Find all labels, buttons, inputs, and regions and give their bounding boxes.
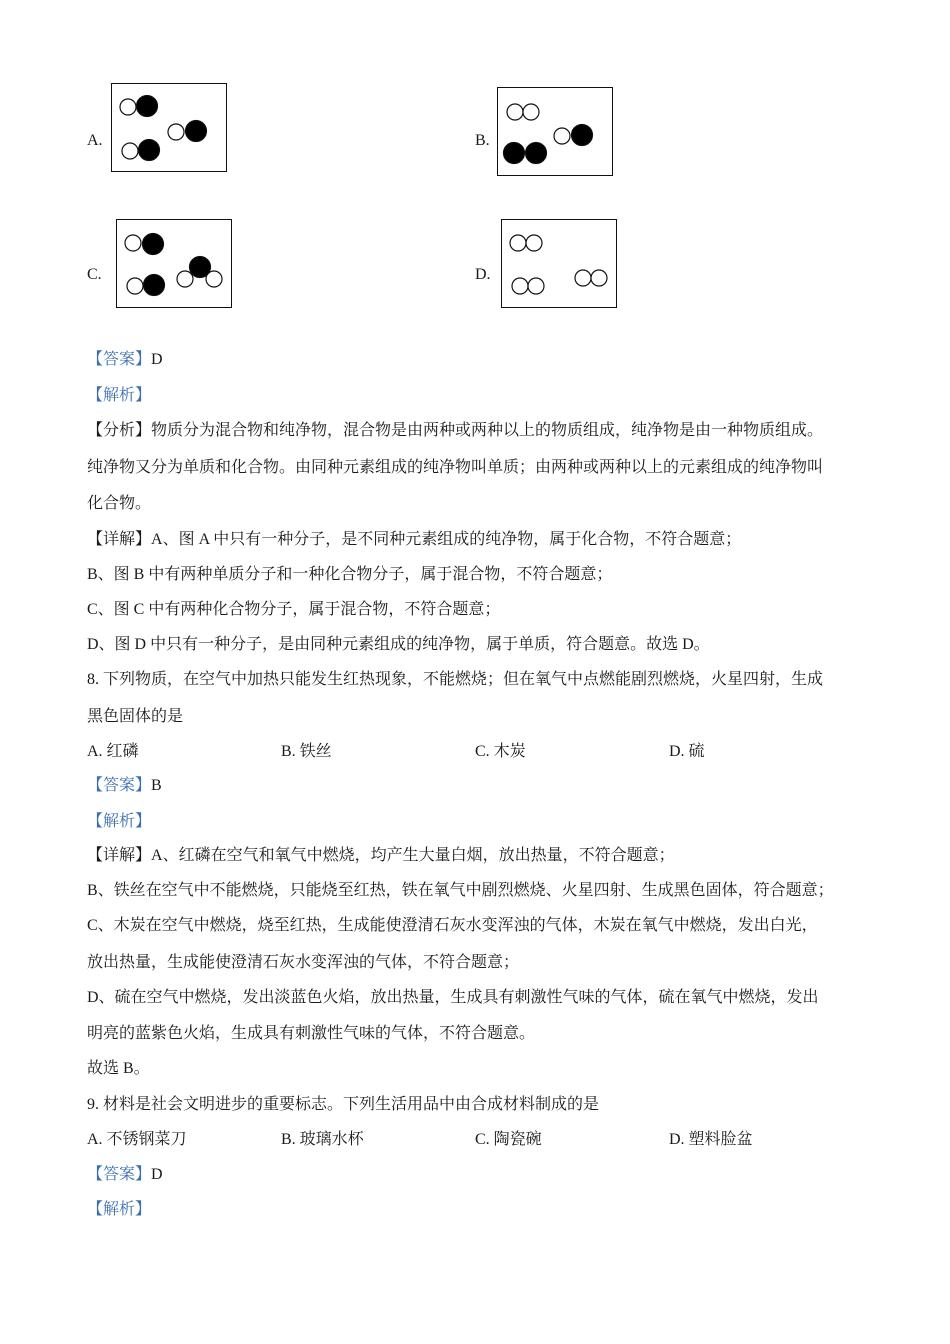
q7-fenxi-line3: 化合物。 [87, 495, 152, 512]
answer-tag: 【答案】 [87, 351, 152, 368]
detail-text: A、红磷在空气和氧气中燃烧，均产生大量白烟，放出热量，不符合题意； [151, 847, 675, 864]
q7-answer [87, 350, 163, 370]
detail-text: A、图 A 中只有一种分子，是不同种元素组成的纯净物，属于化合物，不符合题意； [151, 531, 742, 548]
q7-detail-line1 [87, 530, 741, 550]
q8-option-c: C. 木炭 [475, 743, 526, 760]
q9-option-d: D. 塑料脸盆 [669, 1131, 753, 1148]
option-c-diagram [116, 219, 232, 308]
fenxi-text: 物质分为混合物和纯净物，混合物是由两种或两种以上的物质组成，纯净物是由一种物质组成。 [151, 422, 824, 439]
option-c-label: C. [87, 266, 102, 283]
q7-detail-line3: C、图 C 中有两种化合物分子，属于混合物，不符合题意； [87, 601, 501, 618]
q8-stem-line2: 黑色固体的是 [87, 708, 184, 725]
q7-fenxi-line2: 纯净物又分为单质和化合物。由同种元素组成的纯净物叫单质；由两种或两种以上的元素组成的纯净物叫 [87, 459, 824, 476]
q7-fenxi-line1 [87, 421, 823, 441]
q9-analysis-tag: 【解析】 [87, 1201, 152, 1218]
answer-tag: 【答案】 [87, 1166, 152, 1183]
q9-option-b: B. 玻璃水杯 [281, 1131, 364, 1148]
q8-stem-line1: 8. 下列物质，在空气中加热只能发生红热现象，不能燃烧；但在氧气中点燃能剧烈燃烧，火星四射，生成 [87, 671, 824, 688]
q8-option-a: A. 红磷 [87, 743, 139, 760]
q8-answer [87, 776, 162, 796]
q9-option-c: C. 陶瓷碗 [475, 1131, 542, 1148]
q8-detail-line4: 放出热量，生成能使澄清石灰水变浑浊的气体，不符合题意； [87, 954, 520, 971]
answer-value: B [151, 777, 162, 794]
q7-detail-line2: B、图 B 中有两种单质分子和一种化合物分子，属于混合物，不符合题意； [87, 566, 613, 583]
q7-analysis-tag: 【解析】 [87, 387, 152, 404]
answer-value: D [151, 351, 163, 368]
q9-option-a: A. 不锈钢菜刀 [87, 1131, 187, 1148]
fenxi-tag: 【分析】 [87, 422, 152, 439]
option-b-diagram [497, 87, 613, 176]
q8-detail-line3: C、木炭在空气中燃烧，烧至红热，生成能使澄清石灰水变浑浊的气体，木炭在氧气中燃烧，发出白光， [87, 917, 818, 934]
option-a-diagram [111, 83, 227, 172]
q8-detail-line6: 明亮的蓝紫色火焰，生成具有刺激性气味的气体，不符合题意。 [87, 1025, 536, 1042]
q7-detail-line4: D、图 D 中只有一种分子，是由同种元素组成的纯净物，属于单质，符合题意。故选 D。 [87, 636, 710, 653]
detail-tag: 【详解】 [87, 847, 152, 864]
q8-detail-line1 [87, 846, 675, 866]
q9-answer [87, 1165, 163, 1185]
q8-detail-line2: B、铁丝在空气中不能燃烧，只能烧至红热，铁在氧气中剧烈燃烧、火星四射、生成黑色固体，符合题意； [87, 882, 834, 899]
q8-option-d: D. 硫 [669, 743, 705, 760]
q8-option-b: B. 铁丝 [281, 743, 332, 760]
answer-tag: 【答案】 [87, 777, 152, 794]
option-b-label: B. [475, 132, 490, 149]
q8-analysis-tag: 【解析】 [87, 813, 152, 830]
option-d-label: D. [475, 266, 491, 283]
answer-value: D [151, 1166, 163, 1183]
option-d-diagram [501, 219, 617, 308]
q8-conclusion: 故选 B。 [87, 1060, 150, 1077]
q9-stem: 9. 材料是社会文明进步的重要标志。下列生活用品中由合成材料制成的是 [87, 1096, 600, 1113]
detail-tag: 【详解】 [87, 531, 152, 548]
q8-detail-line5: D、硫在空气中燃烧，发出淡蓝色火焰，放出热量，生成具有刺激性气味的气体，硫在氧气中燃烧，发出 [87, 989, 819, 1006]
option-a-label: A. [87, 132, 103, 149]
